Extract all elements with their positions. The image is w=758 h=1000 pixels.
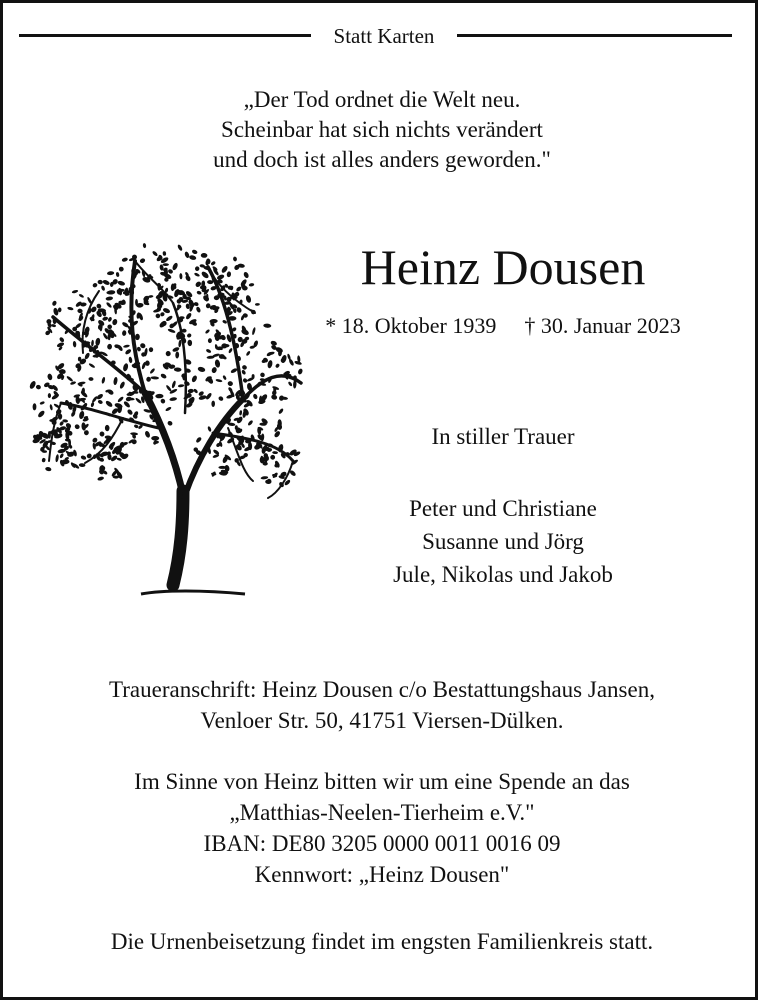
leaf [46,319,51,324]
leaf [210,261,216,266]
leaf [171,262,178,271]
deceased-name: Heinz Dousen [360,239,646,295]
leaf [59,453,64,459]
leaf [88,377,93,381]
leaf [121,257,128,262]
leaf [155,313,162,320]
leaf [193,301,199,307]
leaf [226,271,231,277]
leaf [97,280,102,285]
leaf [211,366,218,373]
life-dates [303,311,703,341]
leaf [272,390,277,396]
leaf [160,398,166,404]
leaf [123,400,131,408]
leaf [139,258,146,264]
leaf [37,410,46,419]
leaf [171,380,176,388]
leaf [97,476,104,481]
leaf [252,327,257,335]
leaf [172,346,180,352]
leaf [70,381,77,386]
donation-request [3,766,758,890]
leaf [163,263,169,266]
leaf [160,373,167,380]
address-line: Traueranschrift: Heinz Dousen c/o Bestattungshaus Jansen, [109,677,655,702]
leaf [55,454,59,462]
birth-date: * 18. Oktober 1939 [325,313,497,338]
leaf [92,282,98,288]
leaf [128,356,132,363]
leaf [273,430,281,438]
leaf [41,458,46,463]
leaf [187,340,192,347]
leaf [39,401,45,405]
leaf [144,430,151,438]
leaf [255,303,260,306]
leaf [243,271,250,279]
leaf [175,351,179,358]
leaf [165,315,173,322]
mourners-list [303,492,703,591]
leaf [125,396,132,402]
leaf [219,354,225,359]
leaf [195,306,201,313]
leaf [200,270,209,279]
leaf [241,369,247,375]
leaf [169,397,177,402]
leaf [143,243,147,248]
leaf [73,341,77,348]
leaf [205,348,211,353]
leaf [245,295,252,304]
leaf [215,379,222,383]
leaf [184,274,191,282]
leaf [48,393,51,398]
leaf [212,449,219,456]
leaf [149,368,155,375]
leaf [167,328,176,334]
leaf [242,377,248,383]
leaf [124,348,132,355]
leaf [222,375,227,381]
leaf [211,472,217,475]
leaf [47,373,53,381]
leaf [107,344,112,350]
donation-keyword: Kennwort: „Heinz Dousen" [254,862,510,887]
leaf [107,271,115,276]
leaf [187,388,194,393]
leaf [107,388,115,395]
tree-icon [23,233,308,603]
leaf [49,404,53,411]
leaf [90,402,94,408]
leaf [178,384,185,388]
leaf [102,279,110,286]
leaf [184,251,190,259]
leaf [241,364,247,370]
burial-note: Die Urnenbeisetzung findet im engsten Familienkreis statt. [110,929,654,954]
leaf [272,451,278,454]
leaf [122,330,127,336]
leaf [165,406,172,412]
leaf [191,249,198,255]
leaf [252,374,255,378]
leaf [151,436,159,441]
leaf [162,251,166,256]
leaf [33,403,37,410]
leaf [119,381,126,389]
leaf [218,395,225,401]
address-line: Venloer Str. 50, 41751 Viersen-Dülken. [200,708,564,733]
header-rule [19,23,732,49]
leaf [211,401,215,407]
leaf [196,290,202,295]
leaf [88,363,95,369]
leaf [174,367,182,372]
leaf [297,368,303,375]
leaf [167,420,174,426]
leaf [177,244,183,252]
mourning-address [3,674,758,736]
leaf [59,336,65,343]
quote [3,85,758,175]
leaf [148,347,153,352]
mourner-line: Peter und Christiane [409,496,597,521]
death-date: † 30. Januar 2023 [524,313,681,338]
leaf [91,396,98,404]
leaf [191,375,198,383]
header-label: Statt Karten [333,24,435,48]
leaf [51,324,56,328]
leaf [107,316,112,322]
leaf [222,319,227,324]
leaf [207,426,212,432]
leaf [263,462,268,466]
donation-recipient: „Matthias-Neelen-Tierheim e.V." [229,800,535,825]
mourning-intro: In stiller Trauer [431,424,575,449]
mourner-line: Susanne und Jörg [422,529,584,554]
leaf [259,372,265,378]
leaf [135,334,140,341]
leaf [278,408,284,415]
leaf [51,300,57,306]
leaf [45,466,52,471]
leaf [35,384,41,390]
leaf [270,455,276,461]
leaf [208,338,212,343]
leaf [84,352,91,360]
leaf [105,425,110,432]
leaf [122,363,129,372]
donation-line: Im Sinne von Heinz bitten wir um eine Spende an das [134,769,630,794]
leaf [81,422,86,431]
leaf [107,324,112,329]
header-line-left [19,34,311,37]
leaf [151,376,160,379]
leaf [178,340,182,348]
leaf [214,359,220,368]
leaf [29,380,37,390]
leaf [165,351,171,357]
leaf [67,306,74,310]
leaf [105,296,113,301]
quote-line: „Der Tod ordnet die Welt neu. [243,87,521,112]
leaf [116,272,120,277]
leaf [252,393,258,400]
leaf [185,312,192,320]
leaf [155,394,163,399]
leaf [227,380,234,386]
leaf [228,347,233,353]
leaf [97,399,103,404]
leaf [117,396,124,403]
leaf [101,285,106,291]
leaf [239,410,242,416]
leaf [202,294,210,302]
leaf [201,253,208,258]
leaf [74,423,81,430]
leaf [91,340,94,347]
leaf [195,266,199,271]
leaf [118,266,125,273]
leaf [101,377,106,384]
leaf [233,256,238,261]
leaf [126,408,133,415]
mourner-line: Jule, Nikolas und Jakob [393,562,613,587]
leaf [78,293,84,298]
leaf [186,333,192,339]
donation-iban: IBAN: DE80 3205 0000 0011 0016 09 [203,831,561,856]
leaf [179,273,182,279]
leaf [146,376,151,382]
leaf [100,325,103,332]
header-line-right [457,34,732,37]
leaf [152,250,159,257]
leaf [106,302,113,309]
leaf [134,424,139,429]
leaf [159,311,165,317]
leaf [131,439,137,445]
leaf [245,350,250,356]
leaf [112,318,119,325]
leaf [263,323,271,328]
leaf [145,360,150,366]
leaf [189,255,197,261]
leaf [99,431,106,438]
leaf [83,430,89,436]
quote-line: und doch ist alles anders geworden." [213,147,551,172]
leaf [205,329,211,335]
leaf [72,289,79,293]
leaf [113,377,118,386]
leaf [288,381,293,387]
leaf [260,476,268,480]
leaf [95,337,101,346]
leaf [53,307,60,316]
leaf [194,272,200,277]
leaf [105,400,114,408]
leaf [197,366,206,373]
leaf [117,280,126,286]
leaf [247,420,254,427]
leaf [102,316,109,321]
leaf [275,363,280,369]
leaf [123,344,130,348]
leaf [80,455,87,461]
leaf [58,307,62,312]
leaf [66,375,74,382]
leaf [136,346,141,352]
quote-line: Scheinbar hat sich nichts verändert [221,117,543,142]
leaf [249,283,255,287]
